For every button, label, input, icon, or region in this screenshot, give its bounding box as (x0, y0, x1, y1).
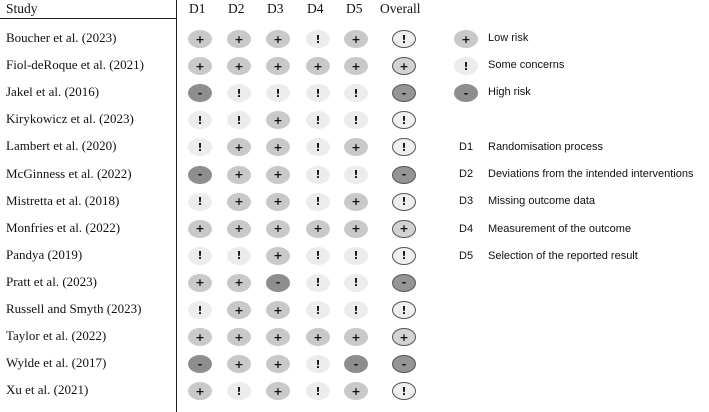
judgement-dot-d4-some: ! (306, 166, 330, 184)
judgement-dot-d2-low: + (227, 138, 251, 156)
header-d4: D4 (307, 1, 324, 16)
judgement-dot-overall-some: ! (392, 247, 416, 265)
judgement-dot-d3-low: + (266, 30, 290, 48)
legend-domain-label: Missing outcome data (488, 195, 595, 208)
judgement-dot-overall-some: ! (392, 138, 416, 156)
judgement-dot-d3-low: + (266, 328, 290, 346)
row-header-divider (176, 0, 177, 412)
judgement-dot-d5-low: + (344, 30, 368, 48)
judgement-dot-d1-low: + (188, 274, 212, 292)
judgement-dot-d2-some: ! (227, 111, 251, 129)
header-d1: D1 (189, 1, 206, 16)
legend-domain-code: D4 (459, 222, 474, 235)
legend-domain-label: Measurement of the outcome (488, 222, 632, 235)
judgement-dot-d5-low: + (344, 328, 368, 346)
legend-domain-code: D1 (459, 141, 474, 153)
judgement-dot-d4-low: + (306, 328, 330, 346)
judgement-dot-d2-some: ! (227, 247, 251, 265)
judgement-dot-overall-low: + (392, 220, 416, 238)
study-label: Pandya (2019) (6, 246, 83, 262)
study-label: Fiol-deRoque et al. (2021) (6, 57, 144, 73)
judgement-dot-d4-some: ! (306, 138, 330, 156)
judgement-dot-overall-some: ! (392, 30, 416, 48)
judgement-dot-d5-low: + (344, 220, 368, 238)
legend-dot-high: - (454, 84, 478, 102)
judgement-dot-d3-low: + (266, 382, 290, 400)
legend-domain-label: Deviations from the intended interventions (488, 168, 694, 181)
study-label: Jakel et al. (2016) (6, 84, 100, 100)
judgement-dot-d1-high: - (188, 84, 212, 102)
judgement-dot-d5-some: ! (344, 111, 368, 129)
study-label: Mistretta et al. (2018) (6, 192, 120, 208)
legend-dot-some: ! (454, 57, 478, 75)
judgement-dot-d5-low: + (344, 193, 368, 211)
judgement-dot-d3-some: ! (266, 84, 290, 102)
judgement-dot-overall-high: - (392, 355, 416, 373)
study-label: Pratt et al. (2023) (6, 273, 97, 289)
judgement-dot-d5-high: - (344, 355, 368, 373)
judgement-dot-d4-some: ! (306, 111, 330, 129)
judgement-dot-d4-some: ! (306, 193, 330, 211)
judgement-dot-overall-high: - (392, 274, 416, 292)
legend-domain-label: Randomisation process (488, 141, 603, 153)
judgement-dot-overall-high: - (392, 166, 416, 184)
judgement-dot-d3-low: + (266, 166, 290, 184)
legend-label-some: Some concerns (488, 59, 565, 71)
judgement-dot-d2-low: + (227, 274, 251, 292)
study-label: McGinness et al. (2022) (6, 165, 132, 181)
judgement-dot-d5-some: ! (344, 301, 368, 319)
judgement-dot-overall-high: - (392, 84, 416, 102)
header-d2: D2 (228, 1, 245, 16)
judgement-dot-d4-low: + (306, 220, 330, 238)
judgement-dot-d2-low: + (227, 30, 251, 48)
legend-domain-code: D5 (459, 249, 474, 262)
judgement-dot-d1-low: + (188, 328, 212, 346)
judgement-dot-d2-low: + (227, 328, 251, 346)
judgement-dot-d4-low: + (306, 57, 330, 75)
legend-domain-code: D2 (459, 168, 474, 181)
judgement-dot-d3-low: + (266, 193, 290, 211)
judgement-dot-d3-high: - (266, 274, 290, 292)
judgement-dot-d4-some: ! (306, 355, 330, 373)
study-label: Taylor et al. (2022) (6, 328, 107, 344)
judgement-dot-d3-low: + (266, 111, 290, 129)
judgement-dot-d4-some: ! (306, 247, 330, 265)
judgement-dot-d4-some: ! (306, 301, 330, 319)
judgement-dot-overall-low: + (392, 328, 416, 346)
judgement-dot-d2-low: + (227, 57, 251, 75)
judgement-dot-d1-low: + (188, 382, 212, 400)
judgement-dot-d5-low: + (344, 138, 368, 156)
study-label: Kirykowicz et al. (2023) (6, 111, 134, 127)
judgement-dot-d1-some: ! (188, 193, 212, 211)
judgement-dot-d4-some: ! (306, 274, 330, 292)
judgement-dot-d2-low: + (227, 355, 251, 373)
header-overall: Overall (380, 1, 421, 16)
header-d5: D5 (346, 1, 363, 16)
judgement-dot-d5-low: + (344, 57, 368, 75)
judgement-dot-d1-some: ! (188, 301, 212, 319)
judgement-dot-d3-low: + (266, 355, 290, 373)
judgement-dot-d2-some: ! (227, 382, 251, 400)
judgement-dot-overall-some: ! (392, 301, 416, 319)
judgement-dot-overall-some: ! (392, 111, 416, 129)
judgement-dot-d2-low: + (227, 193, 251, 211)
judgement-dot-d1-high: - (188, 355, 212, 373)
judgement-dot-d3-low: + (266, 57, 290, 75)
judgement-dot-d3-low: + (266, 247, 290, 265)
judgement-dot-d4-some: ! (306, 30, 330, 48)
judgement-dot-d1-some: ! (188, 247, 212, 265)
legend-label-high: High risk (488, 86, 531, 98)
judgement-dot-d1-high: - (188, 166, 212, 184)
judgement-dot-d2-low: + (227, 301, 251, 319)
study-label: Xu et al. (2021) (6, 382, 89, 398)
study-label: Lambert et al. (2020) (6, 138, 117, 154)
legend-label-low: Low risk (488, 32, 529, 44)
judgement-dot-d3-low: + (266, 220, 290, 238)
judgement-dot-d5-some: ! (344, 166, 368, 184)
judgement-dot-d4-some: ! (306, 382, 330, 400)
legend-domain-code: D3 (459, 195, 474, 208)
judgement-dot-d2-low: + (227, 166, 251, 184)
judgement-dot-d3-low: + (266, 301, 290, 319)
study-label: Monfries et al. (2022) (6, 219, 121, 235)
study-label: Wylde et al. (2017) (6, 355, 107, 371)
judgement-dot-d5-low: + (344, 382, 368, 400)
judgement-dot-d1-some: ! (188, 138, 212, 156)
judgement-dot-d3-low: + (266, 138, 290, 156)
judgement-dot-d5-some: ! (344, 84, 368, 102)
study-label: Boucher et al. (2023) (6, 30, 117, 45)
judgement-dot-overall-low: + (392, 57, 416, 75)
header-study: Study (6, 1, 38, 16)
study-label: Russell and Smyth (2023) (6, 301, 142, 316)
judgement-dot-d5-some: ! (344, 274, 368, 292)
judgement-dot-d2-some: ! (227, 84, 251, 102)
judgement-dot-d1-low: + (188, 30, 212, 48)
judgement-dot-d1-low: + (188, 57, 212, 75)
judgement-dot-d1-some: ! (188, 111, 212, 129)
header-d3: D3 (267, 1, 284, 16)
judgement-dot-d5-some: ! (344, 247, 368, 265)
legend-dot-low: + (454, 30, 478, 48)
judgement-dot-d4-some: ! (306, 84, 330, 102)
judgement-dot-overall-some: ! (392, 382, 416, 400)
header-underline (0, 18, 176, 19)
judgement-dot-d2-low: + (227, 220, 251, 238)
judgement-dot-d1-low: + (188, 220, 212, 238)
judgement-dot-overall-some: ! (392, 193, 416, 211)
legend-domain-label: Selection of the reported result (488, 249, 638, 262)
